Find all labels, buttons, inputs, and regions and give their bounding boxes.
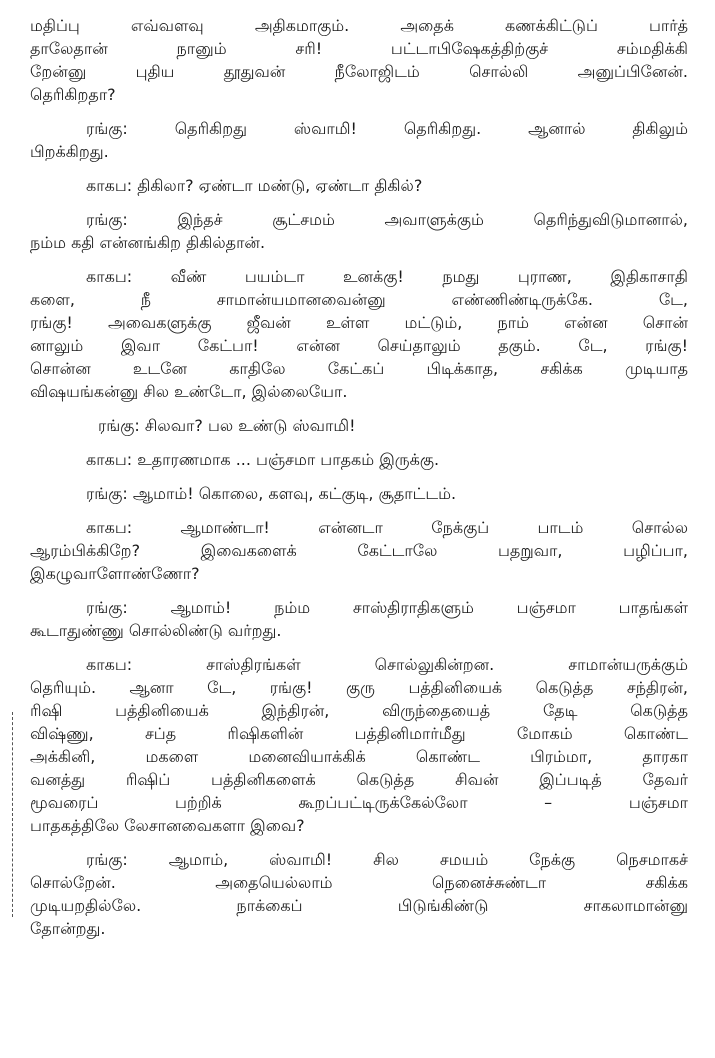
text-line xyxy=(30,539,688,562)
line-text: மதிப்பு எவ்வளவு அதிகமாகும். அதைக் கணக்கிட்டுப் பார்த் xyxy=(30,16,688,35)
line-text: ரங்கு: தெரிகிறது ஸ்வாமி! தெரிகிறது. ஆனால் திகிலும் xyxy=(86,119,688,138)
text-line xyxy=(30,231,688,254)
text-line xyxy=(30,311,688,334)
text-line xyxy=(30,334,688,357)
line-text: ரிஷி பத்தினியைக் இந்திரன், விருந்தையைத் தேடி கெடுத்த xyxy=(30,701,688,720)
text-line xyxy=(30,791,688,814)
text-line xyxy=(30,265,688,288)
line-text: காகப: ஆமாண்டா! என்னடா நேக்குப் பாடம் சொல்ல xyxy=(86,518,688,537)
text-line xyxy=(30,596,688,619)
paragraph xyxy=(30,448,688,471)
text-line xyxy=(30,848,688,871)
paragraph xyxy=(30,14,688,106)
line-text: முடியறதில்லே. நாக்கைப் பிடுங்கிண்டு சாகலாமான்னு xyxy=(30,896,688,915)
text-line xyxy=(30,619,688,642)
line-text: இகழுவாளோண்ணோ? xyxy=(30,564,200,583)
line-text: தாலேதான் நானும் சரி! பட்டாபிஷேகத்திற்குச் சம்மதிக்கி xyxy=(30,39,688,58)
paragraph xyxy=(30,516,688,585)
paragraph xyxy=(30,414,688,437)
margin-mark xyxy=(12,712,13,917)
text-line xyxy=(30,414,688,437)
paragraph xyxy=(30,265,688,403)
line-text: ரங்கு! அவைகளுக்கு ஜீவன் உள்ள மட்டும், நாம் என்ன சொன் xyxy=(30,313,688,332)
line-text: பாதகத்திலே லேசானவைகளா இவை? xyxy=(30,816,305,835)
text-line xyxy=(30,722,688,745)
text-line xyxy=(30,380,688,403)
text-line xyxy=(30,37,688,60)
line-text: காகப: வீண் பயம்டா உனக்கு! நமது புராண, இதிகாசாதி xyxy=(86,267,688,286)
line-text: அக்கினி, மகளை மனைவியாக்கிக் கொண்ட பிரம்மா, தாரகா xyxy=(30,747,688,766)
line-text: றேன்னு புதிய தூதுவன் நீலோஜிடம் சொல்லி அனுப்பினேன். xyxy=(30,62,688,81)
line-text: பிறக்கிறது. xyxy=(30,142,109,161)
text-line xyxy=(30,699,688,722)
line-text: காகப: சாஸ்திரங்கள் சொல்லுகின்றன. சாமான்யருக்கும் xyxy=(86,655,688,674)
line-text: களை, நீ சாமான்யமானவைன்னு எண்ணிண்டிருக்கே. டே, xyxy=(30,290,688,309)
text-line xyxy=(30,140,688,163)
line-text: ரங்கு: சிலவா? பல உண்டு ஸ்வாமி! xyxy=(98,416,356,435)
line-text: வனத்து ரிஷிப் பத்தினிகளைக் கெடுத்த சிவன் இப்படித் தேவர் xyxy=(30,770,688,789)
text-line xyxy=(30,83,688,106)
text-line xyxy=(30,448,688,471)
text-line xyxy=(30,516,688,539)
text-line xyxy=(30,917,688,940)
text-line xyxy=(30,482,688,505)
paragraph xyxy=(30,653,688,837)
line-text: தோன்றது. xyxy=(30,919,106,938)
document-body xyxy=(30,14,688,951)
text-line xyxy=(30,117,688,140)
line-text: ரங்கு: இந்தச் சூட்சமம் அவாளுக்கும் தெரிந்துவிடுமானால், xyxy=(86,210,688,229)
line-text: ரங்கு: ஆமாம், ஸ்வாமி! சில சமயம் நேக்கு நெசமாகச் xyxy=(86,850,688,869)
text-line xyxy=(30,288,688,311)
line-text: ரங்கு: ஆமாம்! நம்ம சாஸ்திராதிகளும் பஞ்சமா பாதங்கள் xyxy=(86,598,688,617)
line-text: விஷ்ணு, சப்த ரிஷிகளின் பத்தினிமார்மீது மோகம் கொண்ட xyxy=(30,724,688,743)
text-line xyxy=(30,653,688,676)
line-text: தெரியும். ஆனா டே, ரங்கு! குரு பத்தினியைக் கெடுத்த சந்திரன், xyxy=(30,678,688,697)
text-line xyxy=(30,174,688,197)
line-text: காகப: உதாரணமாக ... பஞ்சமா பாதகம் இருக்கு. xyxy=(86,450,440,469)
line-text: விஷயங்கன்னு சில உண்டோ, இல்லையோ. xyxy=(30,382,348,401)
paragraph xyxy=(30,117,688,163)
text-line xyxy=(30,814,688,837)
text-line xyxy=(30,871,688,894)
text-line xyxy=(30,745,688,768)
line-text: ஆரம்பிக்கிறே? இவைகளைக் கேட்டாலே பதறுவா, பழிப்பா, xyxy=(30,541,688,560)
line-text: ரங்கு: ஆமாம்! கொலை, களவு, கட்குடி, சூதாட்டம். xyxy=(86,484,457,503)
line-text: சொன்ன உடனே காதிலே கேட்கப் பிடிக்காத, சகிக்க முடியாத xyxy=(30,359,688,378)
text-line xyxy=(30,676,688,699)
text-line xyxy=(30,208,688,231)
line-text: கூடாதுண்ணு சொல்லிண்டு வர்றது. xyxy=(30,621,282,640)
line-text: சொல்றேன். அதையெல்லாம் நெனைச்சுண்டா சகிக்க xyxy=(30,873,688,892)
paragraph xyxy=(30,482,688,505)
line-text: நம்ம கதி என்னங்கிற திகில்தான். xyxy=(30,233,266,252)
paragraph xyxy=(30,174,688,197)
text-line xyxy=(30,894,688,917)
paragraph xyxy=(30,596,688,642)
paragraph xyxy=(30,208,688,254)
line-text: காகப: திகிலா? ஏண்டா மண்டு, ஏண்டா திகில்? xyxy=(86,176,423,195)
text-line xyxy=(30,357,688,380)
text-line xyxy=(30,562,688,585)
text-line xyxy=(30,768,688,791)
paragraph xyxy=(30,848,688,940)
line-text: னாலும் இவா கேட்பா! என்ன செய்தாலும் தகும். டே, ரங்கு! xyxy=(30,336,688,355)
text-line xyxy=(30,14,688,37)
line-text: தெரிகிறதா? xyxy=(30,85,116,104)
line-text: மூவரைப் பற்றிக் கூறப்பட்டிருக்கேல்லோ – பஞ்சமா xyxy=(30,793,688,812)
text-line xyxy=(30,60,688,83)
